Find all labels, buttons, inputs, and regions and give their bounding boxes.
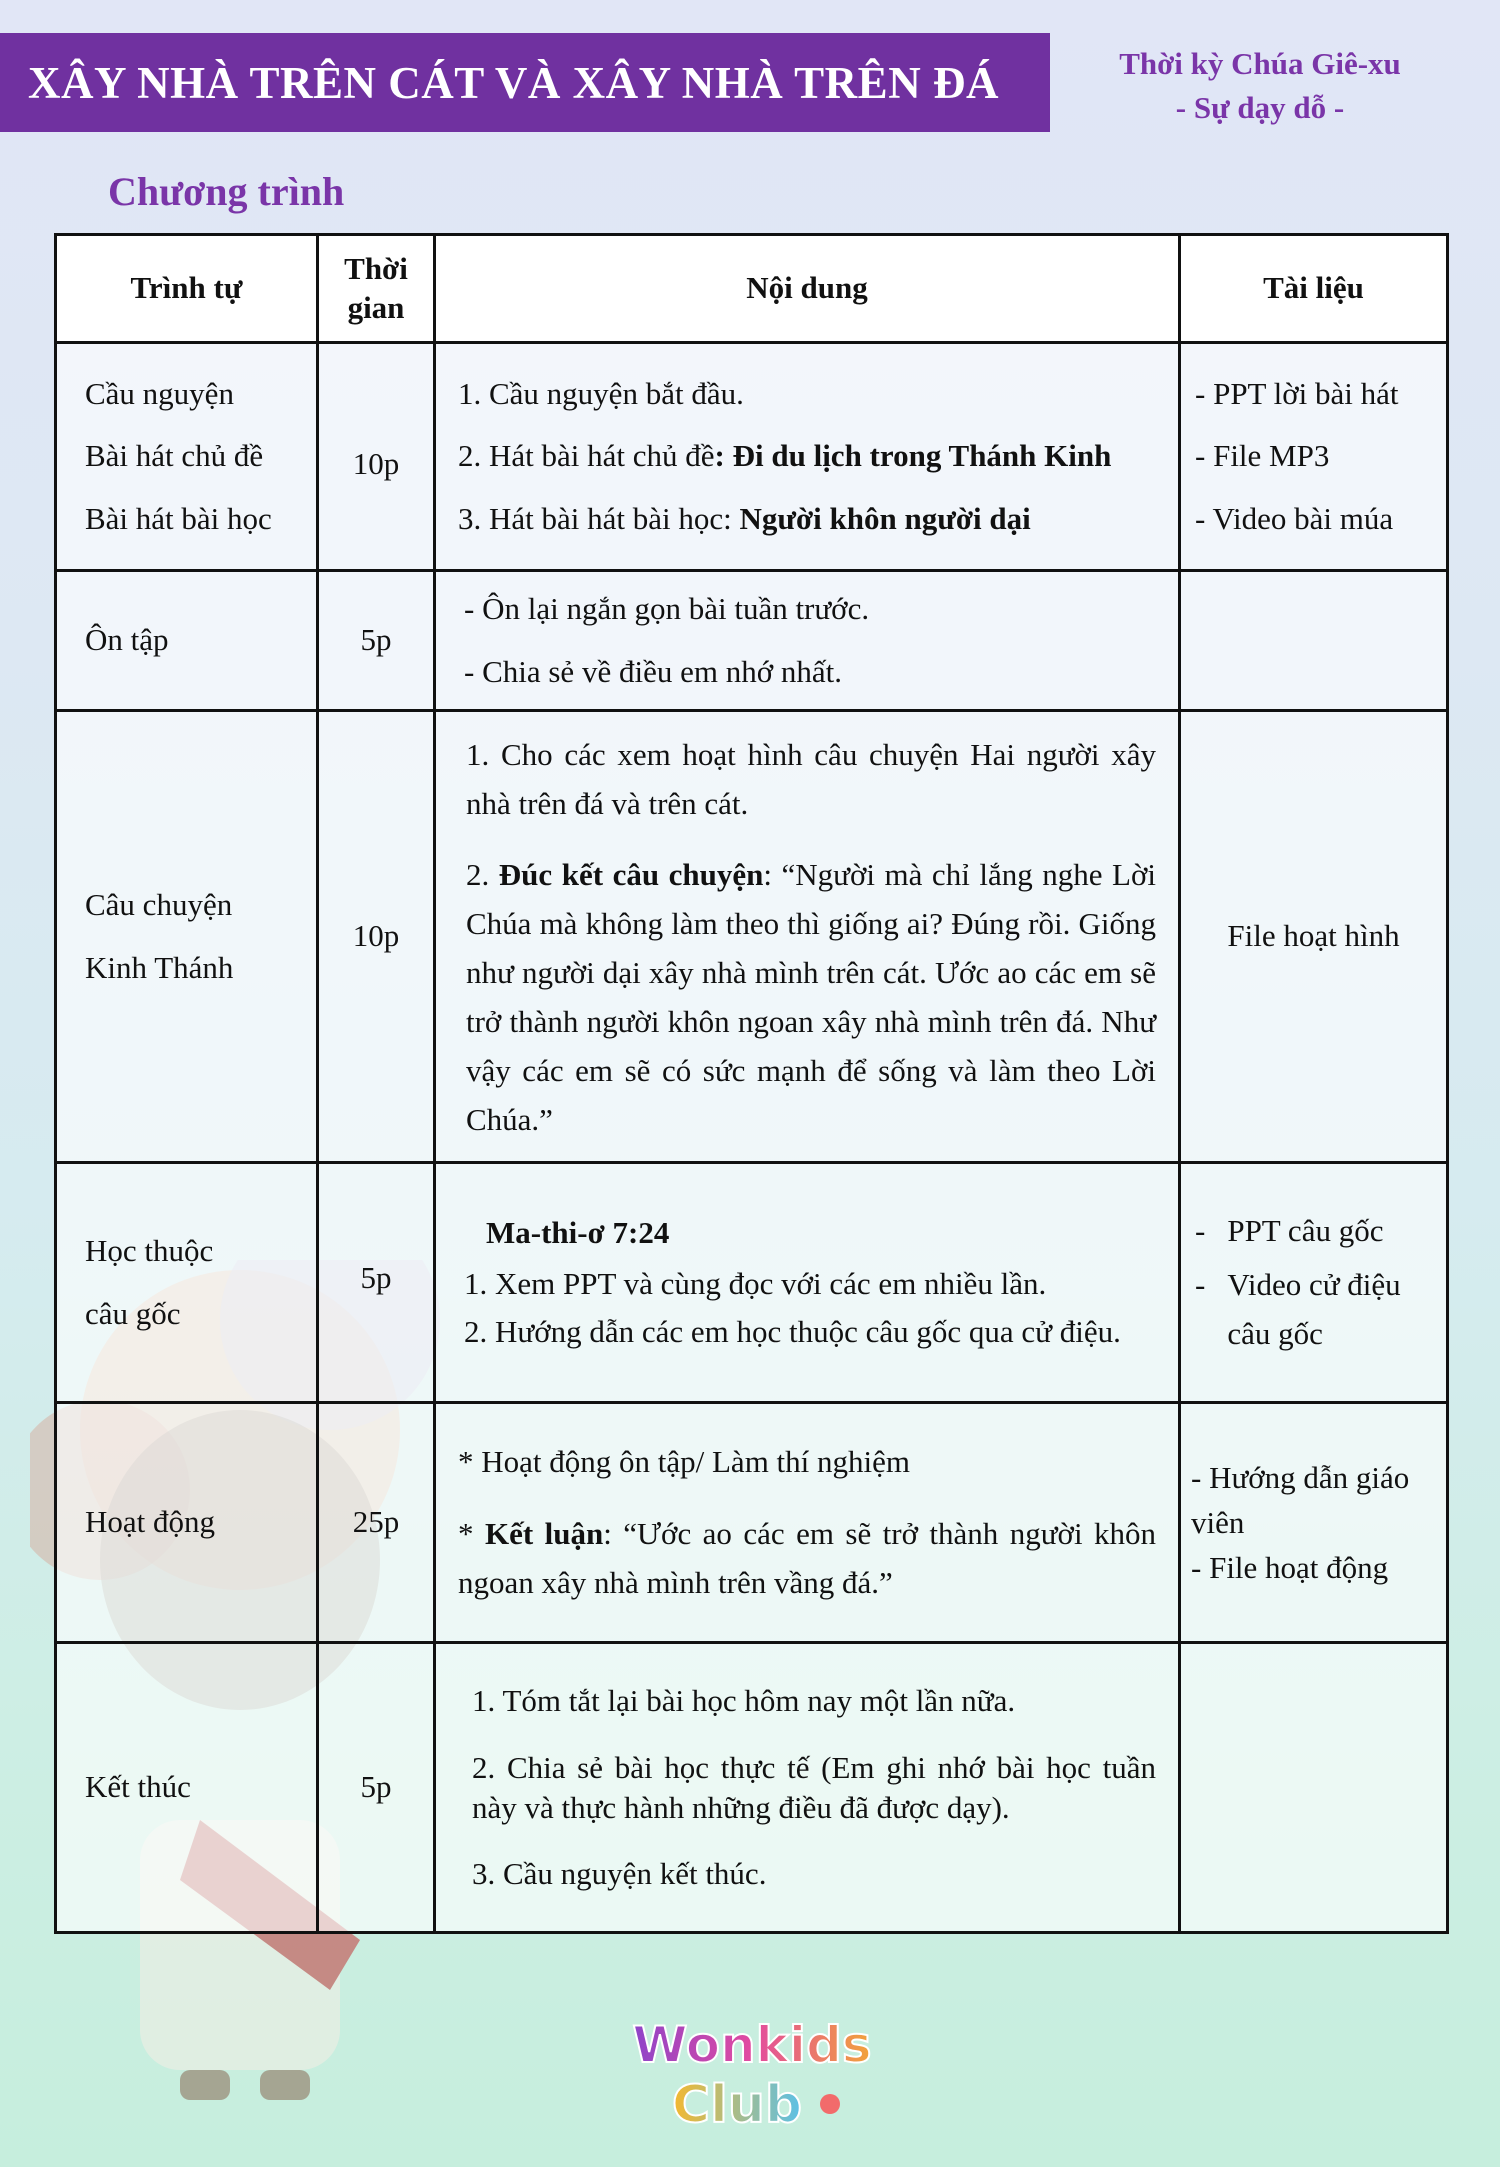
- materials-cell: [1180, 571, 1448, 711]
- materials-cell: File hoạt hình: [1180, 711, 1448, 1163]
- table-row: [56, 1643, 1448, 1933]
- content-cell: - Ôn lại ngắn gọn bài tuần trước. - Chia sẻ về điều em nhớ nhất.: [435, 571, 1180, 711]
- title-bar: [0, 33, 1050, 132]
- table-row: [56, 571, 1448, 711]
- materials-cell: - PPT lời bài hát - File MP3 - Video bài múa: [1180, 343, 1448, 571]
- header-time: Thời gian: [318, 235, 435, 343]
- logo-line-2: Club: [671, 2075, 803, 2135]
- page-title: XÂY NHÀ TRÊN CÁT VÀ XÂY NHÀ TRÊN ĐÁ: [28, 57, 999, 108]
- header-step: Trình tự: [56, 235, 318, 343]
- time-cell: 25p: [318, 1403, 435, 1643]
- step-cell: Câu chuyện Kinh Thánh: [56, 711, 318, 1163]
- period-line-1: Thời kỳ Chúa Giê-xu: [1119, 46, 1401, 81]
- table-row: [56, 711, 1448, 1163]
- materials-cell: - PPT câu gốc - Video cử điệu câu gốc: [1180, 1163, 1448, 1403]
- period-label: [1070, 42, 1450, 130]
- table-row: [56, 343, 1448, 571]
- table-header-row: [56, 235, 1448, 343]
- step-cell: Cầu nguyện Bài hát chủ đề Bài hát bài học: [56, 343, 318, 571]
- step-cell: Hoạt động: [56, 1403, 318, 1643]
- content-cell: Ma-thi-ơ 7:24 1. Xem PPT và cùng đọc với các em nhiều lần. 2. Hướng dẫn các em học thuộc câu gốc qua cử điệu.: [435, 1163, 1180, 1403]
- program-table: [54, 233, 1449, 1934]
- step-cell: Kết thúc: [56, 1643, 318, 1933]
- table-row: [56, 1163, 1448, 1403]
- content-cell: 1. Tóm tắt lại bài học hôm nay một lần nữa. 2. Chia sẻ bài học thực tế (Em ghi nhớ bài học tuần này và thực hành những điều đã được dạy). 3. Cầu nguyện kết thúc.: [435, 1643, 1180, 1933]
- table-row: [56, 1403, 1448, 1643]
- step-cell: Ôn tập: [56, 571, 318, 711]
- time-cell: 5p: [318, 1163, 435, 1403]
- header-content: Nội dung: [435, 235, 1180, 343]
- section-heading: Chương trình: [108, 169, 345, 214]
- content-cell: * Hoạt động ôn tập/ Làm thí nghiệm * Kết luận: “Ước ao các em sẽ trở thành người khôn ngoan xây nhà mình trên vầng đá.”: [435, 1403, 1180, 1643]
- materials-cell: [1180, 1643, 1448, 1933]
- time-cell: 10p: [318, 343, 435, 571]
- wonkids-club-logo: [612, 2010, 892, 2140]
- logo-line-1: Wonkids: [632, 2016, 872, 2074]
- time-cell: 10p: [318, 711, 435, 1163]
- content-cell: 1. Cầu nguyện bắt đầu. 2. Hát bài hát chủ đề: Đi du lịch trong Thánh Kinh 3. Hát bài hát bài học: Người khôn người dại: [435, 343, 1180, 571]
- verse-reference: Ma-thi-ơ 7:24: [486, 1215, 670, 1251]
- time-cell: 5p: [318, 571, 435, 711]
- period-line-2: - Sự dạy dỗ -: [1175, 90, 1345, 125]
- header-materials: Tài liệu: [1180, 235, 1448, 343]
- time-cell: 5p: [318, 1643, 435, 1933]
- logo-dot-icon: [820, 2094, 840, 2114]
- step-cell: Học thuộc câu gốc: [56, 1163, 318, 1403]
- materials-cell: - Hướng dẫn giáo viên - File hoạt động: [1180, 1403, 1448, 1643]
- content-cell: 1. Cho các xem hoạt hình câu chuyện Hai người xây nhà trên đá và trên cát. 2. Đúc kết câu chuyện: “Người mà chỉ lắng nghe Lời Chúa mà không làm theo thì giống ai? Đúng rồi. Giống như người dại xây nhà mình trên cát. Ước ao các em sẽ trở thành người khôn ngoan xây nhà mình trên đá. Như vậy các em sẽ có sức mạnh để sống và làm theo Lời Chúa.”: [435, 711, 1180, 1163]
